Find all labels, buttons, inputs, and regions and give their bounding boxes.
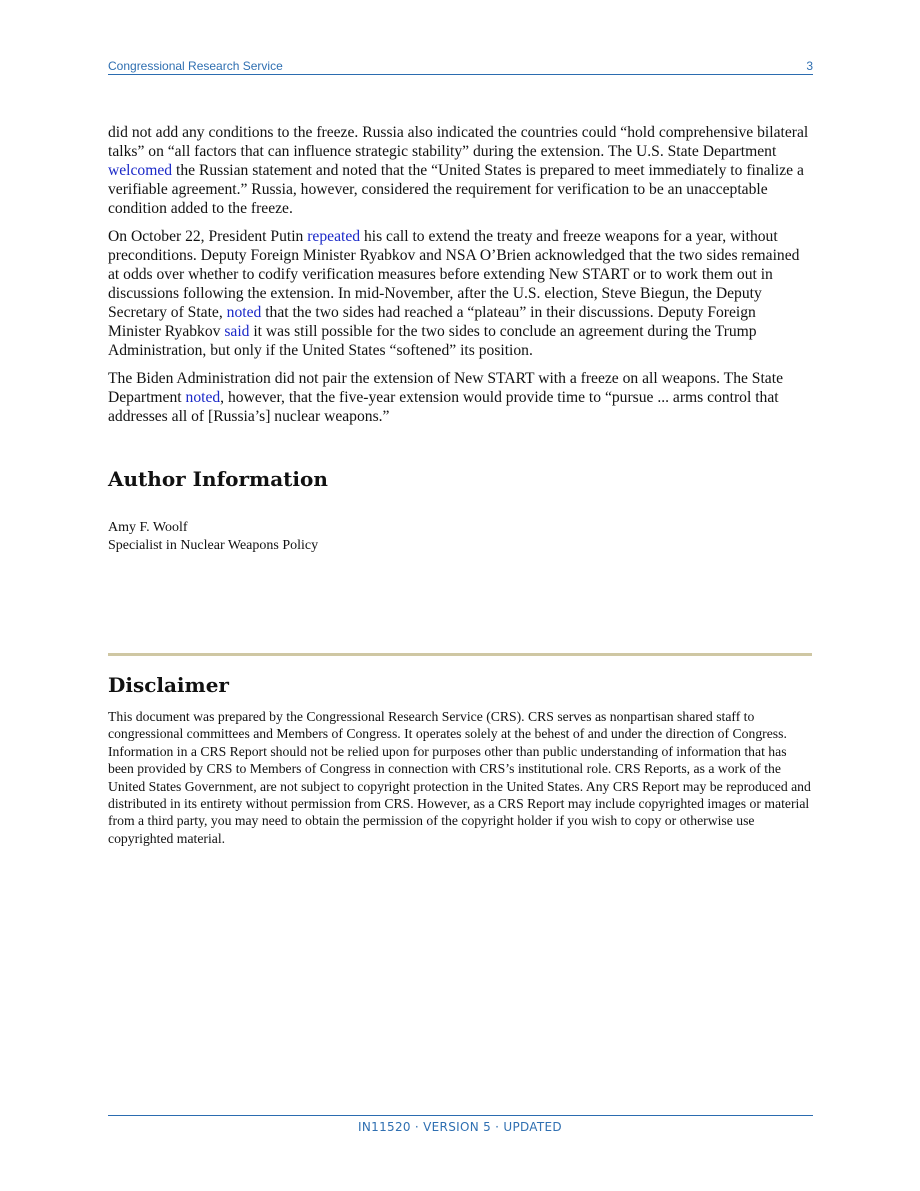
disclaimer-heading: Disclaimer [108, 673, 229, 697]
disclaimer-text: This document was prepared by the Congressional Research Service (CRS). CRS serves as nonpartisan shared staff to congressional committees and Members of Congress. It operates solely at the behest of and under the direction of Congress. Information in a CRS Report should not be relied upon for purposes other than public understanding of information that has been provided by CRS to Members of Congress in connection with CRS’s institutional role. CRS Reports, as a work of the United States Government, are not subject to copyright protection in the United States. Any CRS Report may be reproduced and distributed in its entirety without permission from CRS. However, as a CRS Report may include copyrighted images or material from a third party, you may need to obtain the permission of the copyright holder if you wish to copy or otherwise use copyrighted material. [108, 709, 811, 846]
link-noted-state-department[interactable]: noted [185, 389, 221, 406]
link-said[interactable]: said [224, 323, 250, 340]
link-repeated[interactable]: repeated [307, 228, 361, 245]
paragraph-2-text-1: On October 22, President Putin [108, 228, 308, 245]
paragraph-3-text-after: , however, that the five-year extension would provide time to “pursue ... arms control that addresses all of [Russia’s] nuclear weapons.” [108, 389, 779, 425]
paragraph-1 [108, 123, 812, 218]
section-divider [108, 653, 812, 656]
paragraph-3-text-before: The Biden Administration did not pair the extension of New START with a freeze on all weapons. The State Department [108, 370, 783, 406]
paragraph-2-text-2: his call to extend the treaty and freeze weapons for a year, without preconditions. Deputy Foreign Minister Ryabkov and NSA O’Brien acknowledged that the two sides remained at odds over whether to codify verification measures before extending New START or to work them out in discussions following the extension. In mid-November, after the U.S. election, Steve Biegun, the Deputy Secretary of State, [108, 228, 800, 321]
body-text [108, 123, 812, 435]
header-organization: Congressional Research Service [108, 59, 283, 73]
footer-report-id: IN11520 · VERSION 5 · UPDATED [358, 1120, 562, 1134]
author-information-heading: Author Information [108, 467, 328, 491]
paragraph-2-text-4: it was still possible for the two sides to conclude an agreement during the Trump Administration, but only if the United States “softened” its position. [108, 323, 757, 359]
author-name: Amy F. Woolf [108, 520, 188, 535]
link-welcomed[interactable]: welcomed [108, 162, 173, 179]
author-title: Specialist in Nuclear Weapons Policy [108, 538, 319, 553]
paragraph-2-text-3: that the two sides had reached a “plateau” in their discussions. Deputy Foreign Minister Ryabkov [108, 304, 756, 340]
link-noted-biegun[interactable]: noted [226, 304, 262, 321]
paragraph-1-text-before: did not add any conditions to the freeze. Russia also indicated the countries could “hold comprehensive bilateral talks” on “all factors that can influence strategic stability” during the extension. The U.S. State Department [108, 124, 809, 160]
footer-divider [108, 1115, 813, 1116]
paragraph-1-text-after: the Russian statement and noted that the “United States is prepared to meet immediately to finalize a verifiable agreement.” Russia, however, considered the requirement for verification to be an unacceptable condition added to the freeze. [108, 162, 804, 217]
page-number: 3 [806, 59, 813, 73]
paragraph-3 [108, 369, 812, 426]
running-header [108, 58, 813, 75]
paragraph-2 [108, 227, 812, 360]
author-block [108, 519, 318, 555]
